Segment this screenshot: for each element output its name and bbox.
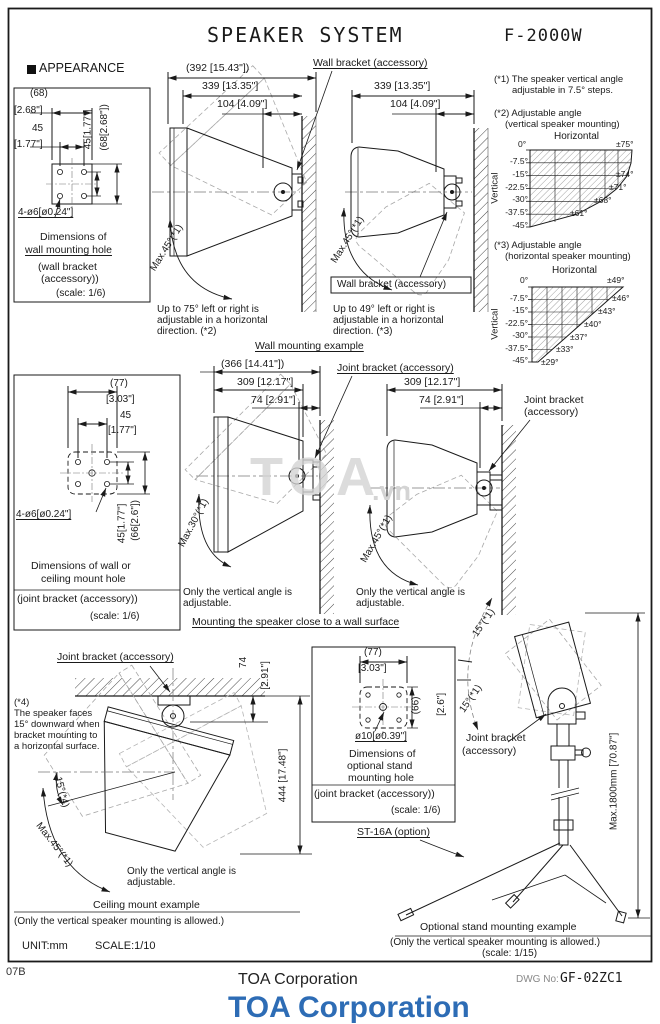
dim-label: 309 [12.17"] — [237, 376, 294, 388]
dim-label: (77) — [110, 378, 128, 389]
dim-label: 45 — [32, 123, 44, 134]
dim-label: 104 [4.09"] — [217, 98, 268, 110]
appearance-bullet-icon — [27, 65, 36, 74]
dim-label: [2.6"] — [436, 692, 448, 716]
note-4: The speaker faces — [14, 708, 93, 719]
chart-point-label: ±61° — [570, 208, 588, 218]
note-3: (*3) Adjustable angle — [494, 240, 582, 251]
scale-note: SCALE:1/10 — [95, 940, 156, 952]
caption: direction. (*3) — [333, 326, 393, 337]
model-number: F-2000W — [504, 26, 583, 46]
dim-label: 444 [17.48"] — [277, 748, 289, 803]
caption: adjustable. — [127, 877, 176, 888]
restriction-note: (Only the vertical speaker mounting is allowed.) — [14, 916, 225, 927]
page-title: SPEAKER SYSTEM — [207, 23, 404, 47]
section-heading: Wall mounting example — [255, 340, 364, 352]
dwg-number: GF-02ZC1 — [560, 971, 623, 986]
chart-tick: 0° — [518, 139, 527, 149]
chart-axis-label: Horizontal — [554, 131, 600, 142]
bracket-callout: Joint bracket — [524, 394, 584, 406]
watermark-text: TOA — [250, 447, 382, 507]
bracket-callout: (accessory) — [462, 745, 517, 757]
bracket-callout: Wall bracket (accessory) — [313, 57, 428, 69]
max-angle-label: Max.45°(*1) — [148, 222, 186, 274]
caption: adjustable. — [183, 598, 232, 609]
caption: Only the vertical angle is — [127, 866, 236, 877]
dim-label: (68) — [30, 88, 48, 99]
note-3: (horizontal speaker mounting) — [505, 251, 631, 262]
section-heading: Mounting the speaker close to a wall surface — [192, 616, 400, 628]
scale-note: (scale: 1/6) — [90, 611, 140, 622]
chart-tick: ±49° — [607, 275, 625, 285]
joint-hole-diagram — [14, 375, 180, 630]
chart-tick: -30° — [512, 194, 528, 204]
angle-label: 15°(*1) — [457, 682, 485, 715]
dim-label: 339 [13.35"] — [374, 80, 431, 92]
swing-ghost — [505, 619, 601, 720]
dim-label: 74 [2.91"] — [251, 394, 296, 406]
angle-label: 15°(*1) — [470, 606, 498, 639]
note-1: (*1) The speaker vertical angle — [494, 74, 624, 85]
chart-point-label: ±37° — [570, 332, 588, 342]
ceiling-speaker — [77, 707, 234, 858]
chart-point-label: ±33° — [556, 344, 574, 354]
caption: adjustable in a horizontal — [333, 315, 444, 326]
hole-callout: ø10[ø0.39"] — [355, 731, 407, 742]
chart-axis-label: Vertical — [489, 172, 501, 204]
caption: (joint bracket (accessory)) — [17, 593, 138, 605]
chart-point-label: ±40° — [584, 319, 602, 329]
bracket-callout: Wall bracket (accessory) — [337, 279, 447, 290]
dim-label: 339 [13.35"] — [202, 80, 259, 92]
caption: direction. (*2) — [157, 326, 217, 337]
max-angle-label: Max.45°(*1) — [329, 214, 367, 266]
chart-tick: 0° — [520, 275, 529, 285]
caption: (joint bracket (accessory)) — [314, 788, 435, 800]
chart-tick: -22.5° — [505, 182, 528, 192]
max-angle-label: Max.45°(*1) — [33, 820, 75, 870]
dim-label: 45[1.77"] — [82, 109, 94, 150]
hole-callout: 4-ø6[ø0.24"] — [16, 509, 72, 520]
dim-label: 104 [4.09"] — [390, 98, 441, 110]
dim-label: [2.68"] — [14, 105, 43, 116]
chart-point-label: ±43° — [598, 306, 616, 316]
chart-tick: -37.5° — [505, 343, 528, 353]
scale-note: (scale: 1/15) — [482, 948, 538, 959]
note-2: (*2) Adjustable angle — [494, 108, 582, 119]
scale-note: (scale: 1/6) — [391, 805, 441, 816]
dim-label: [2.91"] — [259, 661, 271, 690]
dim-label: (392 [15.43"]) — [186, 62, 250, 74]
caption: ceiling mount hole — [41, 573, 126, 585]
scale-note: (scale: 1/6) — [56, 288, 106, 299]
caption: (accessory)) — [41, 273, 99, 285]
watermark-text: .vn — [372, 476, 412, 506]
chart-tick: -45° — [512, 355, 528, 365]
caption: Dimensions of — [40, 231, 107, 243]
caption: optional stand — [347, 760, 413, 772]
caption: Only the vertical angle is — [183, 587, 292, 598]
caption: Dimensions of wall or — [31, 560, 131, 572]
dwg-label: DWG No: — [516, 974, 559, 985]
caption: wall mounting hole — [25, 244, 112, 256]
chart-axis-label: Vertical — [489, 308, 501, 340]
chart-tick: -22.5° — [505, 318, 528, 328]
dim-label: 74 [2.91"] — [419, 394, 464, 406]
dim-label: [1.77"] — [108, 425, 137, 436]
chart-point-label: ±46° — [612, 293, 630, 303]
caption: adjustable in a horizontal — [157, 315, 268, 326]
bracket-callout: Joint bracket — [466, 732, 526, 744]
chart-tick: -15° — [512, 169, 528, 179]
stand-speaker — [515, 622, 591, 718]
chart-tick: -37.5° — [505, 207, 528, 217]
appearance-heading: APPEARANCE — [39, 61, 125, 75]
dim-label: (66) — [410, 696, 422, 715]
note-2: (vertical speaker mounting) — [505, 119, 620, 130]
caption: mounting hole — [348, 772, 414, 784]
note-4: a horizontal surface. — [14, 741, 100, 752]
chart-horizontal-mounting — [528, 287, 623, 362]
page-code: 07B — [6, 966, 26, 978]
hole-callout: 4-ø6[ø0.24"] — [18, 207, 74, 218]
caption: Only the vertical angle is — [356, 587, 465, 598]
unit-note: UNIT:mm — [22, 940, 68, 952]
dim-label: 74 — [238, 656, 250, 668]
swing-ghost — [119, 693, 291, 862]
chart-tick: -45° — [512, 220, 528, 230]
note-4: (*4) — [14, 697, 30, 708]
chart-point-label: ±74° — [616, 169, 634, 179]
dim-label: Max.1800mm [70.87"] — [608, 732, 620, 831]
max-angle-label: Max.30°(*1) — [176, 497, 211, 549]
dim-label: 45[1.77"] — [116, 503, 128, 544]
stand-model-callout: ST-16A (option) — [357, 826, 430, 838]
chart-axis-label: Horizontal — [552, 265, 598, 276]
restriction-note: (Only the vertical speaker mounting is allowed.) — [390, 937, 601, 948]
note-4: bracket mounting to — [14, 730, 98, 741]
caption: Up to 75° left or right is — [157, 304, 259, 315]
bracket-callout: (accessory) — [524, 406, 579, 418]
dim-label: (366 [14.41"]) — [221, 358, 285, 370]
section-heading: Ceiling mount example — [93, 899, 200, 911]
note-1: adjustable in 7.5° steps. — [512, 85, 613, 96]
bracket-callout: Joint bracket (accessory) — [57, 651, 174, 663]
section-heading: Optional stand mounting example — [420, 921, 577, 933]
company-name: TOA Corporation — [238, 971, 358, 988]
dim-label: [1.77"] — [14, 139, 43, 150]
caption: Dimensions of — [349, 748, 416, 760]
dim-label: 45 — [120, 410, 132, 421]
dim-label: [3.03"] — [106, 394, 135, 405]
caption: adjustable. — [356, 598, 405, 609]
chart-tick: ±75° — [616, 139, 634, 149]
chart-tick: -15° — [512, 305, 528, 315]
caption: Up to 49° left or right is — [333, 304, 435, 315]
swing-ghost — [518, 624, 585, 715]
caption: (wall bracket — [38, 261, 97, 273]
chart-tick: -7.5° — [509, 293, 528, 303]
dim-label: [3.03"] — [358, 663, 387, 674]
bracket-callout: Joint bracket (accessory) — [337, 362, 454, 374]
dim-label: (77) — [364, 647, 382, 658]
dim-label: 309 [12.17"] — [404, 376, 461, 388]
dim-label: (68[2.68"]) — [98, 104, 110, 151]
angle-label: 15°(*4) — [52, 775, 71, 809]
chart-point-label: ±68° — [594, 195, 612, 205]
bottom-watermark: TOA Corporation — [228, 991, 470, 1024]
chart-point-label: ±29° — [541, 357, 559, 367]
note-4: 15° downward when — [14, 719, 100, 730]
dim-label: (66[2.6"]) — [130, 500, 141, 541]
max-angle-label: Max.45°(*1) — [358, 513, 395, 565]
chart-point-label: ±71° — [609, 182, 627, 192]
chart-tick: -30° — [512, 330, 528, 340]
chart-tick: -7.5° — [509, 156, 528, 166]
